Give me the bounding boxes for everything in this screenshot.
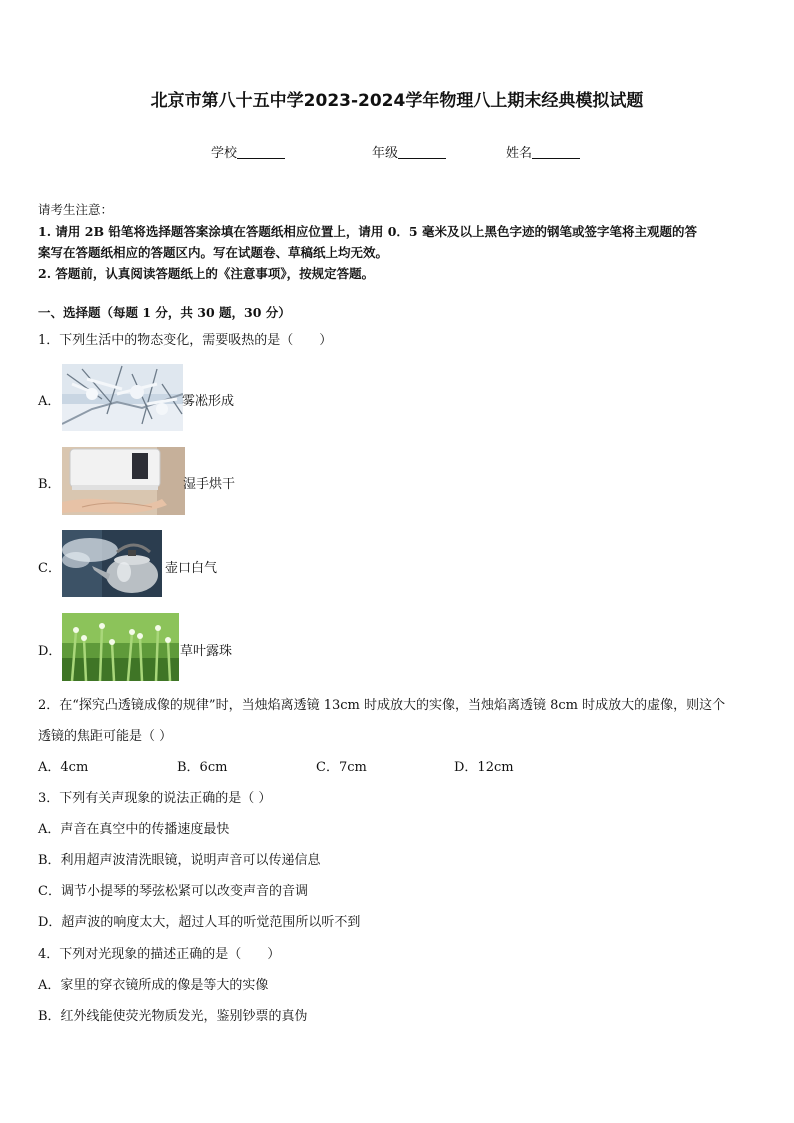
q1-option-b-letter: B．: [38, 477, 61, 492]
q3-option-d: D．超声波的响度太大，超过人耳的听觉范围所以听不到: [38, 915, 361, 930]
rime-photo: [62, 364, 183, 431]
notes-block: [38, 221, 697, 284]
q1-stem: 1．下列生活中的物态变化，需要吸热的是（ ）: [38, 333, 333, 348]
q1-option-c-text: 壶口白气: [165, 561, 218, 576]
q1-option-d-text: 草叶露珠: [180, 644, 233, 659]
q1-option-a-letter: A．: [38, 394, 61, 409]
exam-title: 北京市第八十五中学2023-2024学年物理八上期末经典模拟试题: [150, 91, 644, 111]
q2-stem-line-2: 透镜的焦距可能是（ ）: [38, 729, 173, 744]
q1-option-a-text: 雾凇形成: [182, 394, 235, 409]
school-field: [211, 142, 285, 161]
grade-blank[interactable]: [398, 146, 446, 159]
notes-line-1: 1. 请用 2B 铅笔将选择题答案涂填在答题纸相应位置上，请用 0．5 毫米及以上黑色字迹的钢笔或签字笔将主观题的答: [38, 224, 697, 239]
grade-label: 年级: [372, 146, 399, 161]
q4-option-a: A．家里的穿衣镜所成的像是等大的实像: [38, 978, 269, 993]
q4-stem: 4．下列对光现象的描述正确的是（ ）: [38, 947, 281, 962]
notes-line-2: 案写在答题纸相应的答题区内。写在试题卷、草稿纸上均无效。: [38, 245, 389, 260]
q3-option-a: A．声音在真空中的传播速度最快: [38, 822, 230, 837]
hand-dryer-photo: [62, 447, 185, 515]
q1-option-b-text: 湿手烘干: [183, 477, 236, 492]
section-heading: 一、选择题（每题 1 分，共 30 题，30 分）: [38, 305, 291, 320]
name-blank[interactable]: [532, 146, 580, 159]
q1-option-c-letter: C．: [38, 561, 61, 576]
q2-option-b: B．6cm: [177, 760, 228, 775]
q2-stem-line-1: 2．在“探究凸透镜成像的规律”时，当烛焰离透镜 13cm 时成放大的实像，当烛焰离透镜 8cm 时成放大的虚像，则这个: [38, 698, 726, 713]
school-blank[interactable]: [237, 146, 285, 159]
name-field: [506, 142, 580, 161]
q2-option-d: D．12cm: [454, 760, 514, 775]
q1-option-d-letter: D．: [38, 644, 62, 659]
q4-option-b: B．红外线能使荧光物质发光，鉴别钞票的真伪: [38, 1009, 308, 1024]
name-label: 姓名: [506, 146, 533, 161]
q2-option-a: A．4cm: [38, 760, 89, 775]
q3-option-c: C．调节小提琴的琴弦松紧可以改变声音的音调: [38, 884, 308, 899]
grade-field: [372, 142, 446, 161]
school-label: 学校: [211, 146, 238, 161]
q3-option-b: B．利用超声波清洗眼镜，说明声音可以传递信息: [38, 853, 321, 868]
q3-stem: 3．下列有关声现象的说法正确的是（ ）: [38, 791, 272, 806]
notes-heading: 请考生注意：: [38, 202, 114, 217]
q2-option-c: C．7cm: [316, 760, 367, 775]
kettle-photo: [62, 530, 162, 597]
notes-line-3: 2. 答题前，认真阅读答题纸上的《注意事项》，按规定答题。: [38, 266, 375, 281]
dew-grass-photo: [62, 613, 179, 681]
